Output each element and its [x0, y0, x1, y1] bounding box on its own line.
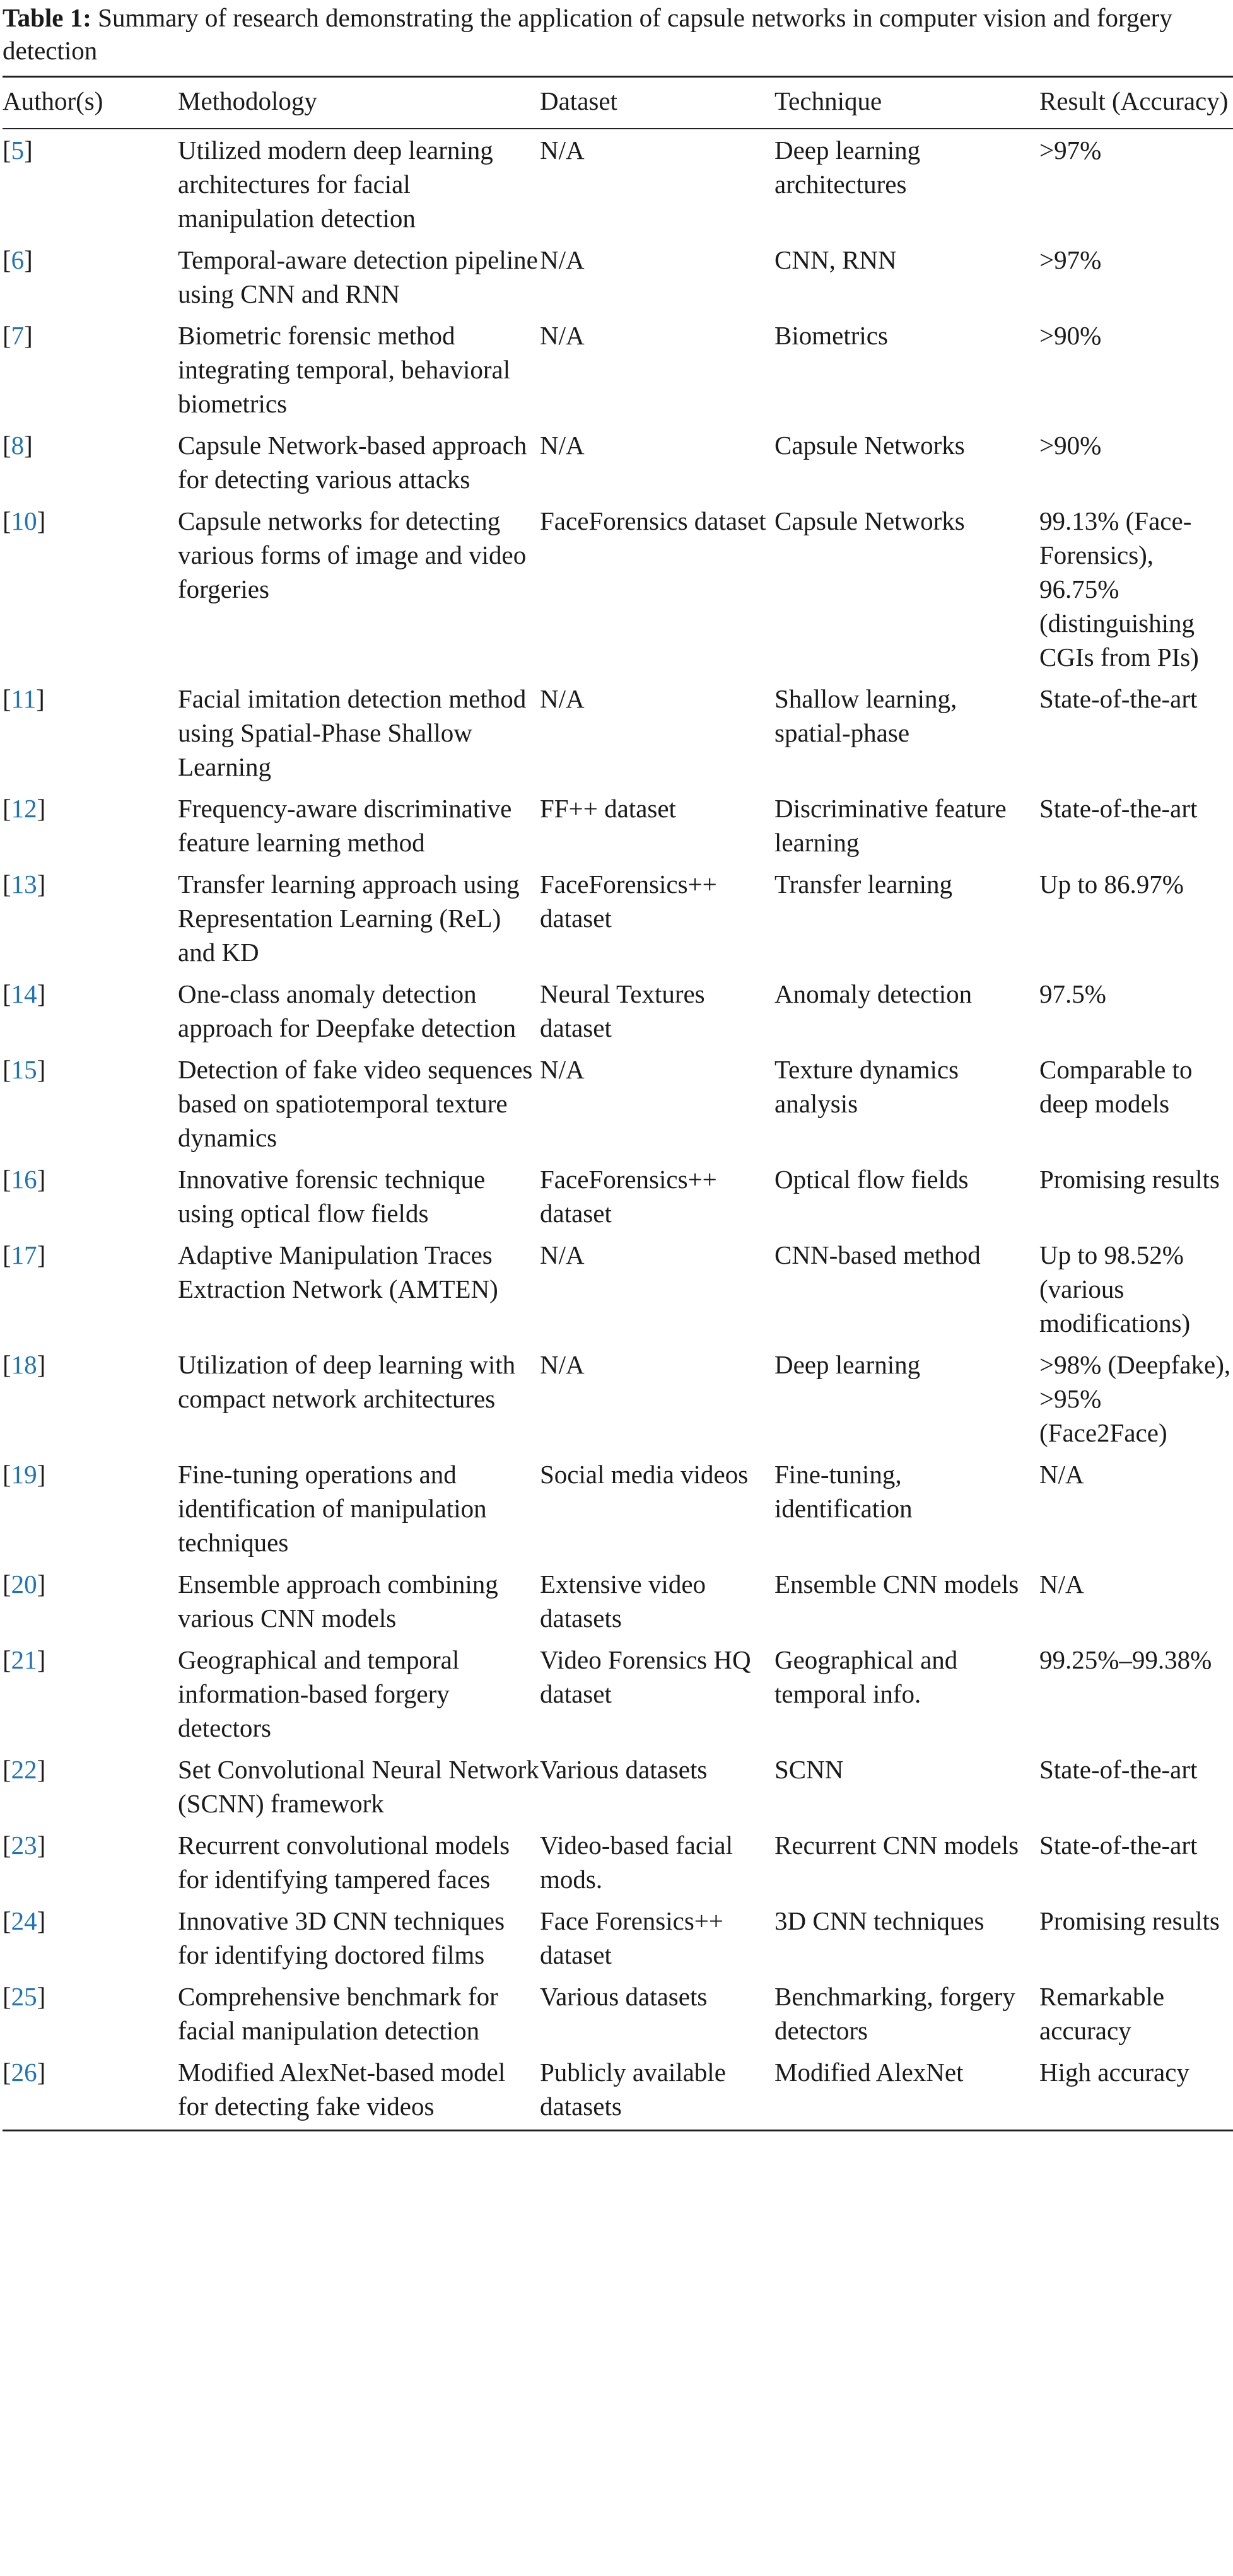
result-cell: 99.13% (Face-Forensics), 96.75% (distinguishing CGIs from PIs) — [1039, 506, 1199, 672]
author-cell: [19] — [3, 1460, 46, 1489]
technique-cell: Deep learning — [774, 1350, 921, 1379]
dataset-cell: FaceForensics++ dataset — [540, 1165, 717, 1228]
header-author: Author(s) — [3, 77, 178, 129]
methodology-cell: Innovative 3D CNN techniques for identifying doctored films — [178, 1906, 505, 1969]
author-cell: [11] — [3, 684, 45, 713]
technique-cell: CNN-based method — [774, 1240, 981, 1269]
methodology-cell: Adaptive Manipulation Traces Extraction Network (AMTEN) — [178, 1240, 498, 1303]
table-caption-label: Table 1: — [3, 3, 91, 32]
technique-cell: Capsule Networks — [774, 431, 965, 460]
methodology-cell: Capsule Network-based approach for detecting various attacks — [178, 431, 527, 494]
citation-link[interactable]: 23 — [11, 1831, 37, 1860]
citation-link[interactable]: 22 — [11, 1755, 37, 1784]
methodology-cell: Frequency-aware discriminative feature learning method — [178, 794, 512, 857]
table-row — [3, 1344, 1233, 1454]
dataset-cell: Various datasets — [540, 1755, 708, 1784]
table-row — [3, 1563, 1233, 1639]
result-cell: >90% — [1039, 321, 1102, 350]
table-row — [3, 1749, 1233, 1824]
table-row — [3, 863, 1233, 973]
result-cell: High accuracy — [1039, 2051, 1233, 2131]
methodology-cell: Capsule networks for detecting various forms of image and video forgeries — [178, 506, 527, 603]
dataset-cell: Video Forensics HQ dataset — [540, 1645, 751, 1708]
methodology-cell: Detection of fake video sequences based on spatiotemporal texture dynamics — [178, 1055, 533, 1152]
technique-cell: Ensemble CNN models — [774, 1570, 1019, 1599]
citation-link[interactable]: 19 — [11, 1460, 37, 1489]
author-cell: [22] — [3, 1755, 46, 1784]
result-cell: >97% — [1039, 245, 1102, 274]
citation-link[interactable]: 26 — [11, 2058, 37, 2087]
citation-link[interactable]: 21 — [11, 1645, 37, 1674]
author-cell: [24] — [3, 1906, 46, 1935]
author-cell: [25] — [3, 1982, 46, 2011]
dataset-cell: FaceForensics dataset — [540, 506, 766, 535]
dataset-cell: FaceForensics++ dataset — [540, 870, 717, 933]
dataset-cell: N/A — [540, 684, 585, 713]
technique-cell: Transfer learning — [774, 870, 952, 899]
dataset-cell: Face Forensics++ dataset — [540, 1906, 724, 1969]
citation-link[interactable]: 7 — [11, 321, 25, 350]
result-cell: Comparable to deep models — [1039, 1055, 1193, 1118]
dataset-cell: N/A — [540, 245, 585, 274]
citation-link[interactable]: 12 — [11, 794, 37, 823]
author-cell: [13] — [3, 870, 46, 899]
technique-cell: CNN, RNN — [774, 245, 897, 274]
methodology-cell: Temporal-aware detection pipeline using CNN and RNN — [178, 245, 538, 308]
dataset-cell: N/A — [540, 431, 585, 460]
dataset-cell: FF++ dataset — [540, 794, 676, 823]
author-cell: [5] — [3, 136, 33, 165]
dataset-cell: N/A — [540, 1240, 585, 1269]
author-cell: [8] — [3, 431, 33, 460]
table-header-row — [3, 77, 1233, 129]
table-row — [3, 500, 1233, 678]
result-cell: >90% — [1039, 431, 1102, 460]
table-body — [3, 129, 1233, 2131]
table-row — [3, 1900, 1233, 1976]
result-cell: 97.5% — [1039, 979, 1106, 1008]
dataset-cell: Publicly available datasets — [540, 2051, 774, 2131]
header-dataset: Dataset — [540, 77, 774, 129]
citation-link[interactable]: 15 — [11, 1055, 37, 1084]
author-cell: [10] — [3, 506, 46, 535]
result-cell: 99.25%–99.38% — [1039, 1645, 1212, 1674]
dataset-cell: Neural Textures dataset — [540, 979, 705, 1042]
methodology-cell: Recurrent convolutional models for identifying tampered faces — [178, 1831, 510, 1894]
technique-cell: Texture dynamics analysis — [774, 1055, 959, 1118]
technique-cell: Optical flow fields — [774, 1165, 969, 1194]
methodology-cell: Comprehensive benchmark for facial manipulation detection — [178, 1982, 498, 2045]
technique-cell: Capsule Networks — [774, 506, 965, 535]
header-result: Result (Accuracy) — [1039, 77, 1233, 129]
dataset-cell: Various datasets — [540, 1982, 708, 2011]
table-row — [3, 2051, 1233, 2131]
citation-link[interactable]: 25 — [11, 1982, 37, 2011]
table-row — [3, 1158, 1233, 1234]
author-cell: [6] — [3, 245, 33, 274]
table-row — [3, 973, 1233, 1049]
technique-cell: Modified AlexNet — [774, 2051, 1039, 2131]
dataset-cell: N/A — [540, 1055, 585, 1084]
result-cell: Remarkable accuracy — [1039, 1982, 1165, 2045]
technique-cell: Discriminative feature learning — [774, 794, 1007, 857]
result-cell: Promising results — [1039, 1165, 1220, 1194]
table-row — [3, 239, 1233, 315]
citation-link[interactable]: 24 — [11, 1906, 37, 1935]
author-cell: [21] — [3, 1645, 46, 1674]
author-cell: [26] — [3, 2051, 178, 2131]
table-row — [3, 424, 1233, 500]
result-cell: N/A — [1039, 1460, 1084, 1489]
result-cell: Up to 98.52% (various modifications) — [1039, 1240, 1191, 1338]
author-cell: [18] — [3, 1350, 46, 1379]
dataset-cell: Video-based facial mods. — [540, 1831, 733, 1894]
result-cell: Promising results — [1039, 1906, 1220, 1935]
citation-link[interactable]: 11 — [11, 684, 37, 713]
author-cell: [16] — [3, 1165, 46, 1194]
methodology-cell: Fine-tuning operations and identification of manipulation techniques — [178, 1460, 487, 1557]
methodology-cell: Utilized modern deep learning architectures for facial manipulation detection — [178, 136, 493, 233]
methodology-cell: One-class anomaly detection approach for Deepfake detection — [178, 979, 517, 1042]
technique-cell: Anomaly detection — [774, 979, 973, 1008]
result-cell: N/A — [1039, 1570, 1084, 1599]
table-caption — [3, 1, 1233, 67]
table-row — [3, 678, 1233, 788]
citation-link[interactable]: 5 — [11, 136, 25, 165]
dataset-cell: Social media videos — [540, 1460, 749, 1489]
methodology-cell: Innovative forensic technique using optical flow fields — [178, 1165, 486, 1228]
dataset-cell: Extensive video datasets — [540, 1570, 706, 1633]
table-caption-text: Summary of research demonstrating the application of capsule networks in computer vision and forgery detection — [3, 3, 1172, 65]
table-row — [3, 1454, 1233, 1563]
citation-link[interactable]: 8 — [11, 431, 25, 460]
methodology-cell: Transfer learning approach using Representation Learning (ReL) and KD — [178, 870, 520, 967]
citation-link[interactable]: 18 — [11, 1350, 37, 1379]
table-row — [3, 1639, 1233, 1749]
result-cell: >97% — [1039, 136, 1102, 165]
technique-cell: Deep learning architectures — [774, 136, 921, 199]
author-cell: [14] — [3, 979, 46, 1008]
dataset-cell: N/A — [540, 136, 585, 165]
citation-link[interactable]: 6 — [11, 245, 25, 274]
technique-cell: 3D CNN techniques — [774, 1906, 985, 1935]
dataset-cell: N/A — [540, 1350, 585, 1379]
methodology-cell: Biometric forensic method integrating temporal, behavioral biometrics — [178, 321, 511, 418]
header-methodology: Methodology — [178, 77, 540, 129]
methodology-cell: Modified AlexNet-based model for detecting fake videos — [178, 2051, 540, 2131]
result-cell: State-of-the-art — [1039, 1831, 1198, 1860]
citation-link[interactable]: 16 — [11, 1165, 37, 1194]
citation-link[interactable]: 10 — [11, 506, 37, 535]
result-cell: State-of-the-art — [1039, 1755, 1198, 1784]
methodology-cell: Facial imitation detection method using Spatial-Phase Shallow Learning — [178, 684, 527, 781]
author-cell: [23] — [3, 1831, 46, 1860]
methodology-cell: Geographical and temporal information-based forgery detectors — [178, 1645, 460, 1742]
result-cell: State-of-the-art — [1039, 684, 1198, 713]
research-summary-table — [3, 76, 1233, 2131]
citation-link[interactable]: 13 — [11, 870, 37, 899]
author-cell: [20] — [3, 1570, 46, 1599]
document-page — [0, 1, 1233, 2576]
technique-cell: Benchmarking, forgery detectors — [774, 1982, 1015, 2045]
technique-cell: Fine-tuning, identification — [774, 1460, 913, 1523]
technique-cell: Recurrent CNN models — [774, 1831, 1019, 1860]
table-row — [3, 788, 1233, 863]
table-row — [3, 1976, 1233, 2051]
citation-link[interactable]: 17 — [11, 1240, 37, 1269]
technique-cell: Shallow learning, spatial-phase — [774, 684, 957, 747]
technique-cell: SCNN — [774, 1755, 844, 1784]
result-cell: >98% (Deepfake), >95% (Face2Face) — [1039, 1350, 1231, 1447]
header-technique: Technique — [774, 77, 1039, 129]
methodology-cell: Set Convolutional Neural Network (SCNN) framework — [178, 1755, 539, 1818]
technique-cell: Biometrics — [774, 321, 888, 350]
result-cell: State-of-the-art — [1039, 794, 1198, 823]
author-cell: [17] — [3, 1240, 46, 1269]
table-row — [3, 1234, 1233, 1344]
author-cell: [7] — [3, 321, 33, 350]
dataset-cell: N/A — [540, 321, 585, 350]
table-row — [3, 129, 1233, 239]
technique-cell: Geographical and temporal info. — [774, 1645, 958, 1708]
author-cell: [15] — [3, 1055, 46, 1084]
table-row — [3, 1824, 1233, 1900]
citation-link[interactable]: 20 — [11, 1570, 37, 1599]
table-row — [3, 1049, 1233, 1158]
author-cell: [12] — [3, 794, 46, 823]
methodology-cell: Utilization of deep learning with compact network architectures — [178, 1350, 516, 1413]
result-cell: Up to 86.97% — [1039, 870, 1184, 899]
citation-link[interactable]: 14 — [11, 979, 37, 1008]
table-row — [3, 315, 1233, 424]
methodology-cell: Ensemble approach combining various CNN models — [178, 1570, 498, 1633]
